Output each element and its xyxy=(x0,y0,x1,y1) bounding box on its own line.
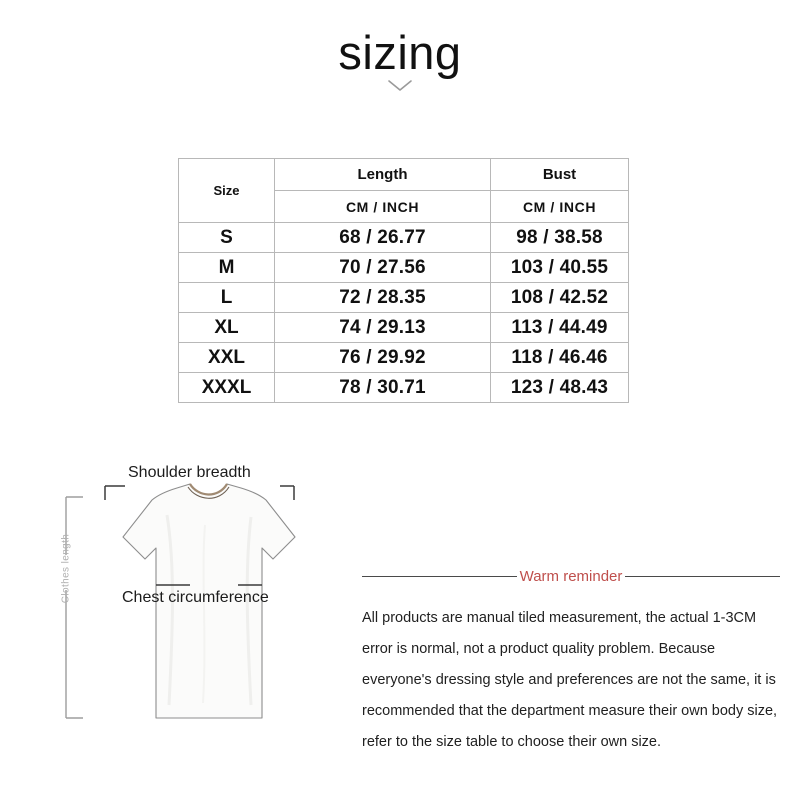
table-row xyxy=(179,343,629,373)
page-header xyxy=(0,28,800,94)
table-row xyxy=(179,283,629,313)
warm-reminder-panel xyxy=(362,566,782,773)
cell-size: XL xyxy=(179,313,275,343)
table-row xyxy=(179,373,629,403)
cell-bust: 108 / 42.52 xyxy=(491,283,629,313)
cell-length: 70 / 27.56 xyxy=(275,253,491,283)
table-header-row xyxy=(179,159,629,191)
cell-length: 72 / 28.35 xyxy=(275,283,491,313)
divider-left xyxy=(362,576,517,577)
clothes-length-bracket xyxy=(66,497,83,718)
table-row xyxy=(179,253,629,283)
label-shoulder-breadth: Shoulder breadth xyxy=(128,464,251,481)
warm-reminder-title: Warm reminder xyxy=(519,567,623,585)
cell-length: 76 / 29.92 xyxy=(275,343,491,373)
table-row xyxy=(179,223,629,253)
cell-length: 74 / 29.13 xyxy=(275,313,491,343)
size-chart-table xyxy=(178,158,628,403)
measurement-diagram xyxy=(55,455,355,740)
table-row xyxy=(179,313,629,343)
cell-size: M xyxy=(179,253,275,283)
cell-size: S xyxy=(179,223,275,253)
cell-bust: 98 / 38.58 xyxy=(491,223,629,253)
cell-length: 78 / 30.71 xyxy=(275,373,491,403)
cell-bust: 123 / 48.43 xyxy=(491,373,629,403)
warm-reminder-body: All products are manual tiled measurement, the actual 1-3CM error is normal, not a product quality problem. Because everyone's dressing style and preferences are not the same, it is recommended that the department measure their own body size, refer to the size table to choose their own size. xyxy=(362,610,778,750)
divider-right xyxy=(625,576,780,577)
header-size: Size xyxy=(179,159,275,223)
cell-size: L xyxy=(179,283,275,313)
page-title: sizing xyxy=(338,26,462,79)
cell-bust: 118 / 46.46 xyxy=(491,343,629,373)
cell-size: XXXL xyxy=(179,373,275,403)
label-chest-circumference: Chest circumference xyxy=(122,589,269,606)
cell-size: XXL xyxy=(179,343,275,373)
chevron-down-icon xyxy=(0,78,800,94)
header-bust: Bust xyxy=(491,159,629,191)
header-length-unit: CM / INCH xyxy=(275,191,491,223)
cell-bust: 103 / 40.55 xyxy=(491,253,629,283)
warm-reminder-heading xyxy=(362,566,780,586)
header-length: Length xyxy=(275,159,491,191)
header-bust-unit: CM / INCH xyxy=(491,191,629,223)
label-clothes-length: Clothes length xyxy=(60,533,72,604)
cell-length: 68 / 26.77 xyxy=(275,223,491,253)
cell-bust: 113 / 44.49 xyxy=(491,313,629,343)
